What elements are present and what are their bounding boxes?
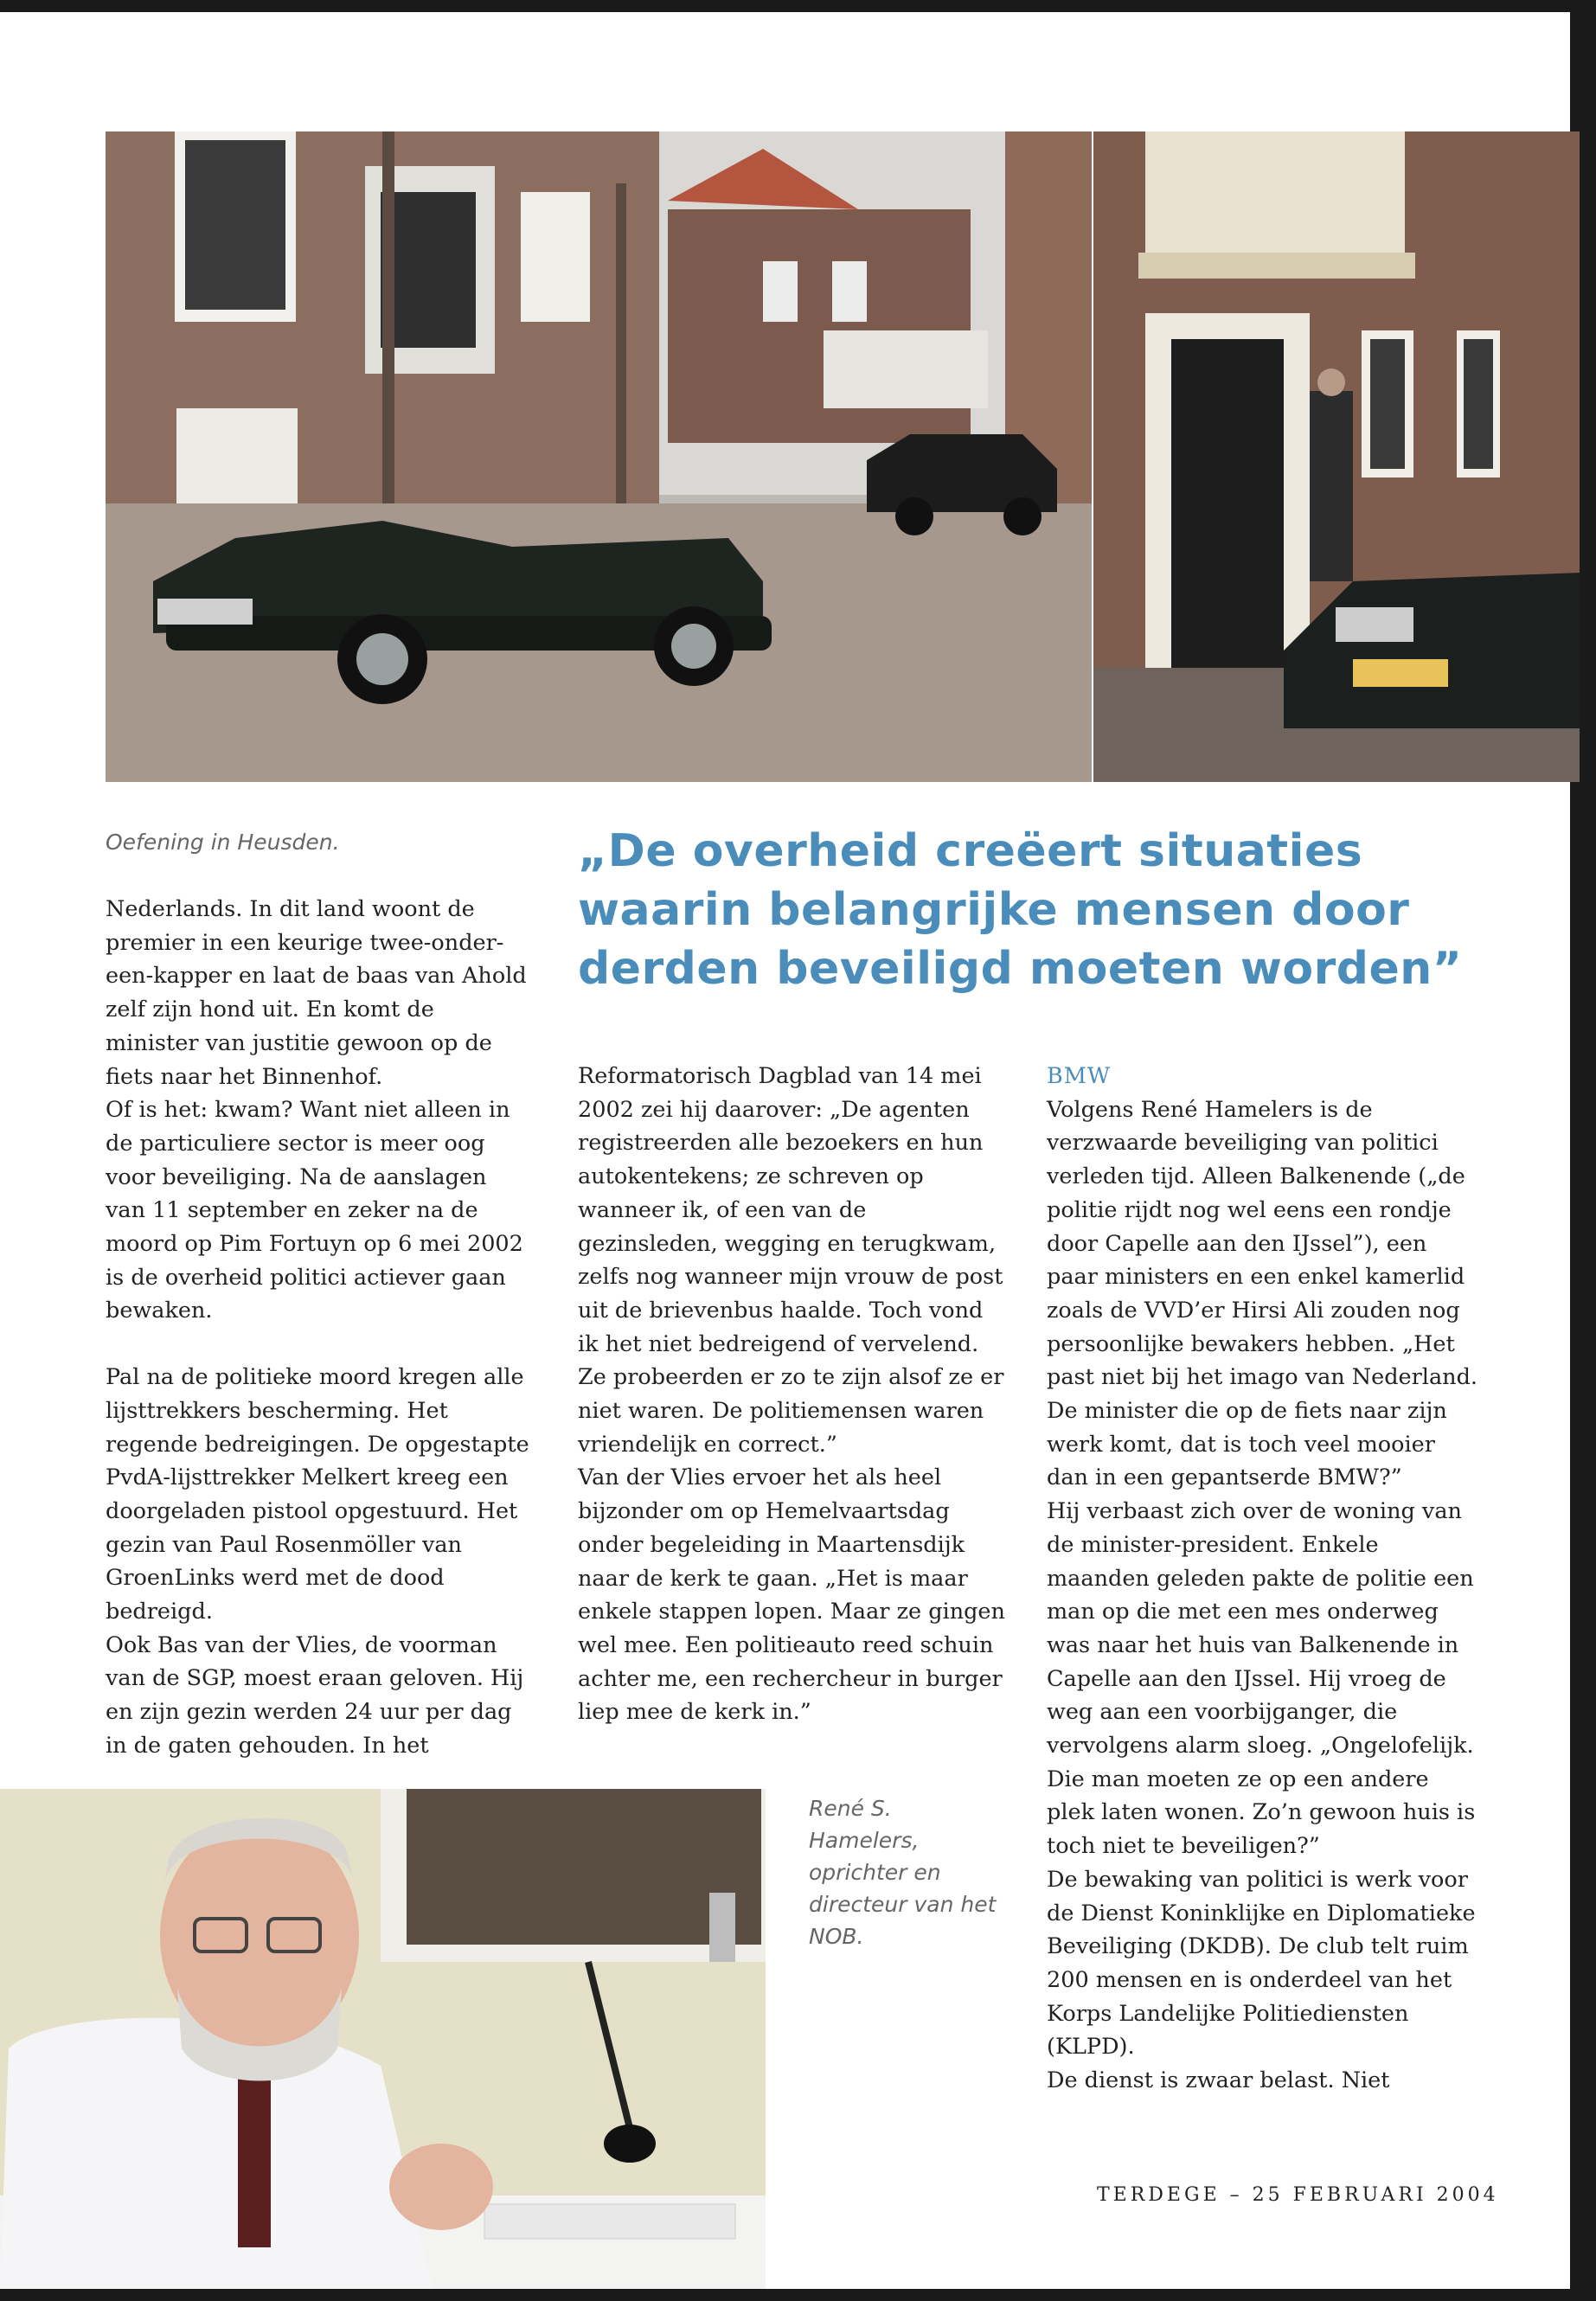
- doorway-photo: [1093, 131, 1580, 782]
- portrait-caption: René S. Hamelers, oprichter en directeur van het NOB.: [809, 1796, 997, 1949]
- paragraph: Pal na de politieke moord kregen alle lijsttrekkers bescherming. Het regende bedreigingen. De opgestapte PvdA-lijsttrekker Melkert kreeg een doorgeladen pistool opgestuurd. Het gezin van Paul Rosenmöller van GroenLinks werd met de dood bedreigd.: [106, 1364, 529, 1625]
- paragraph: Nederlands. In dit land woont de premier in een keurige twee-onder-een-kapper en laat de baas van Ahold zelf zijn hond uit. En komt de minister van justitie gewoon op de fiets naar het Binnenhof.: [106, 896, 527, 1090]
- section-subhead: BMW: [1047, 1063, 1112, 1089]
- paragraph: De bewaking van politici is werk voor de Dienst Koninklijke en Diplomatieke Beveiliging (DKDB). De club telt ruim 200 mensen en is onderdeel van het Korps Landelijke Politiediensten (KLPD).: [1047, 1866, 1476, 2061]
- paragraph: Of is het: kwam? Want niet alleen in de particuliere sector is meer oog voor beveiliging. Na de aanslagen van 11 september en zeker na de moord op Pim Fortuyn op 6 mei 2002 is de overheid politici actiever gaan bewaken.: [106, 1097, 523, 1324]
- article-column-2: [578, 1060, 1009, 1729]
- paragraph: De dienst is zwaar belast. Niet: [1047, 2067, 1390, 2094]
- photo-caption: Oefening in Heusden.: [106, 830, 340, 855]
- bottom-border: [0, 2289, 1596, 2301]
- paragraph: Volgens René Hamelers is de verzwaarde beveiliging van politici verleden tijd. Alleen Balkenende („de politie rijdt nog wel eens een rondje door Capelle aan den IJssel”), een paar ministers en een enkel kamerlid zoals de VVD’er Hirsi Ali zouden nog persoonlijke bewakers hebben. „Het past niet bij het imago van Nederland. De minister die op de fiets naar zijn werk komt, dat is toch veel mooier dan in een gepantserde BMW?”: [1047, 1096, 1478, 1491]
- paragraph: Van der Vlies ervoer het als heel bijzonder om op Hemelvaartsdag onder begeleiding in Maartensdijk naar de kerk te gaan. „Het is maar enkele stappen lopen. Maar ze gingen wel mee. Een politieauto reed schuin achter me, een rechercheur in burger liep mee de kerk in.”: [578, 1465, 1005, 1726]
- paragraph: Reformatorisch Dagblad van 14 mei 2002 zei hij daarover: „De agenten registreerden alle bezoekers en hun autokentekens; ze schreven op wanneer ik, of een van de gezinsleden, wegging en terugkwam, zelfs nog wanneer mijn vrouw de post uit de brievenbus haalde. Toch vond ik het niet bedreigend of vervelend. Ze probeerden er zo te zijn alsof ze er niet waren. De politiemensen waren vriendelijk en correct.”: [578, 1063, 1004, 1458]
- paragraph: Ook Bas van der Vlies, de voorman van de SGP, moest eraan geloven. Hij en zijn gezin werden 24 uur per dag in de gaten gehouden. In het: [106, 1631, 524, 1759]
- article-column-3: [1047, 1060, 1479, 2098]
- portrait-photo: [0, 1789, 766, 2289]
- top-border: [0, 0, 1596, 12]
- article-column-1: [106, 893, 529, 1763]
- page-footer: TERDEGE – 25 FEBRUARI 2004: [1097, 2184, 1499, 2206]
- pull-quote: „De overheid creëert situaties waarin belangrijke mensen door derden beveiligd moeten worden”: [578, 825, 1463, 995]
- paragraph: Hij verbaast zich over de woning van de minister-president. Enkele maanden geleden pakte de politie een man op die met een mes onderweg was naar het huis van Balkenende in Capelle aan den IJssel. Hij vroeg de weg aan een voorbijganger, die vervolgens alarm sloeg. „Ongelofelijk. Die man moeten ze op een andere plek laten wonen. Zo’n gewoon huis is toch niet te beveiligen?”: [1047, 1498, 1476, 1860]
- street-photo: [106, 131, 1092, 782]
